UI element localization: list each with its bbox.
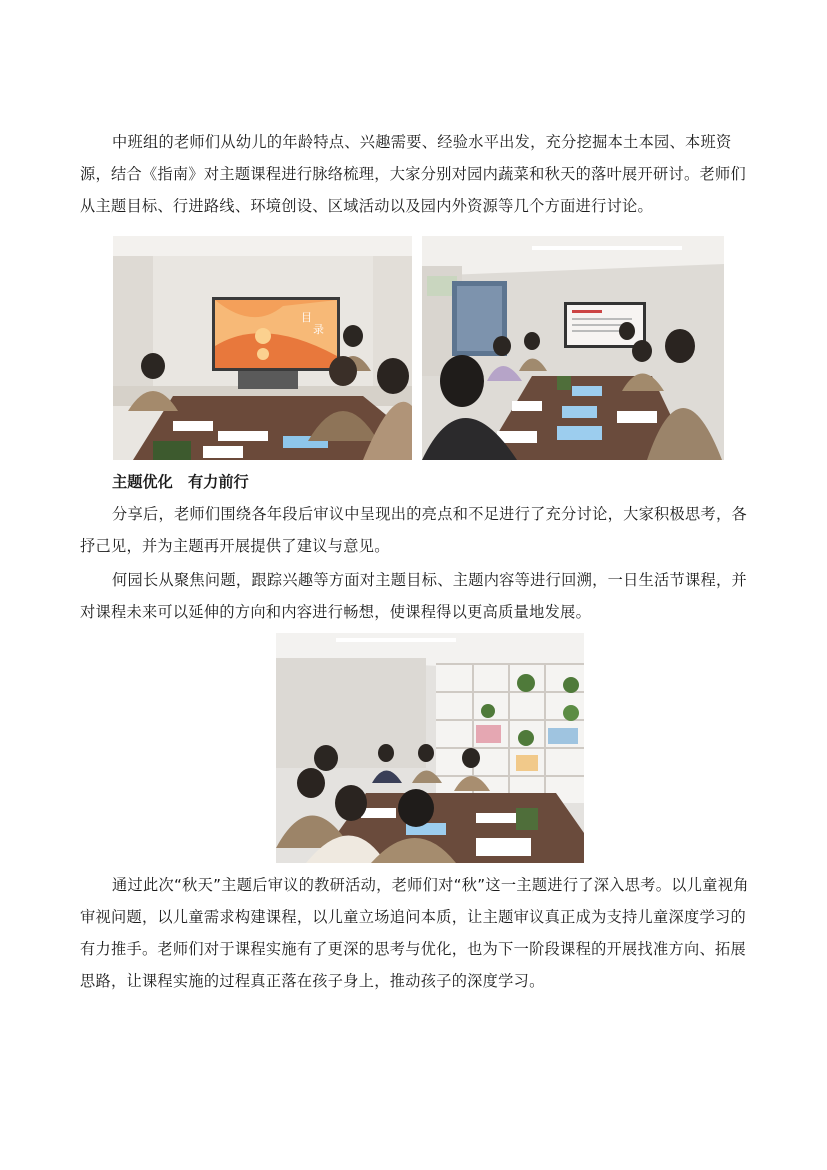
screen-text-1: 目 xyxy=(301,311,312,324)
screen-text-2: 录 xyxy=(313,323,324,336)
paragraph-sharing: 分享后，老师们围绕各年段后审议中呈现出的亮点和不足进行了充分讨论，大家积极思考，各抒己见，并为主题再开展提供了建议与意见。 xyxy=(80,505,747,555)
paragraph-director: 何园长从聚焦问题，跟踪兴趣等方面对主题目标、主题内容等进行回溯，一日生活节课程，并对课程未来可以延伸的方向和内容进行畅想，使课程得以更高质量地发展。 xyxy=(80,571,747,621)
section-heading: 主题优化 有力前行 xyxy=(112,473,249,491)
meeting-photo-center xyxy=(276,633,584,863)
paragraph-conclusion: 通过此次“秋天”主题后审议的教研活动，老师们对“秋”这一主题进行了深入思考。以儿童视角审视问题，以儿童需求构建课程，以儿童立场追问本质，让主题审议真正成为支持儿童深度学习的有力推手。老师们对于课程实施有了更深的思考与优化，也为下一阶段课程的开展找准方向、拓展思路，让课程实施的过程真正落在孩子身上，推动孩子的深度学习。 xyxy=(80,876,749,990)
meeting-photo-left xyxy=(113,236,412,460)
paragraph-intro: 中班组的老师们从幼儿的年龄特点、兴趣需要、经验水平出发，充分挖掘本土本园、本班资源，结合《指南》对主题课程进行脉络梳理，大家分别对园内蔬菜和秋天的落叶展开研讨。老师们从主题目标、行进路线、环境创设、区域活动以及园内外资源等几个方面进行讨论。 xyxy=(80,133,746,215)
meeting-photo-right xyxy=(422,236,724,460)
